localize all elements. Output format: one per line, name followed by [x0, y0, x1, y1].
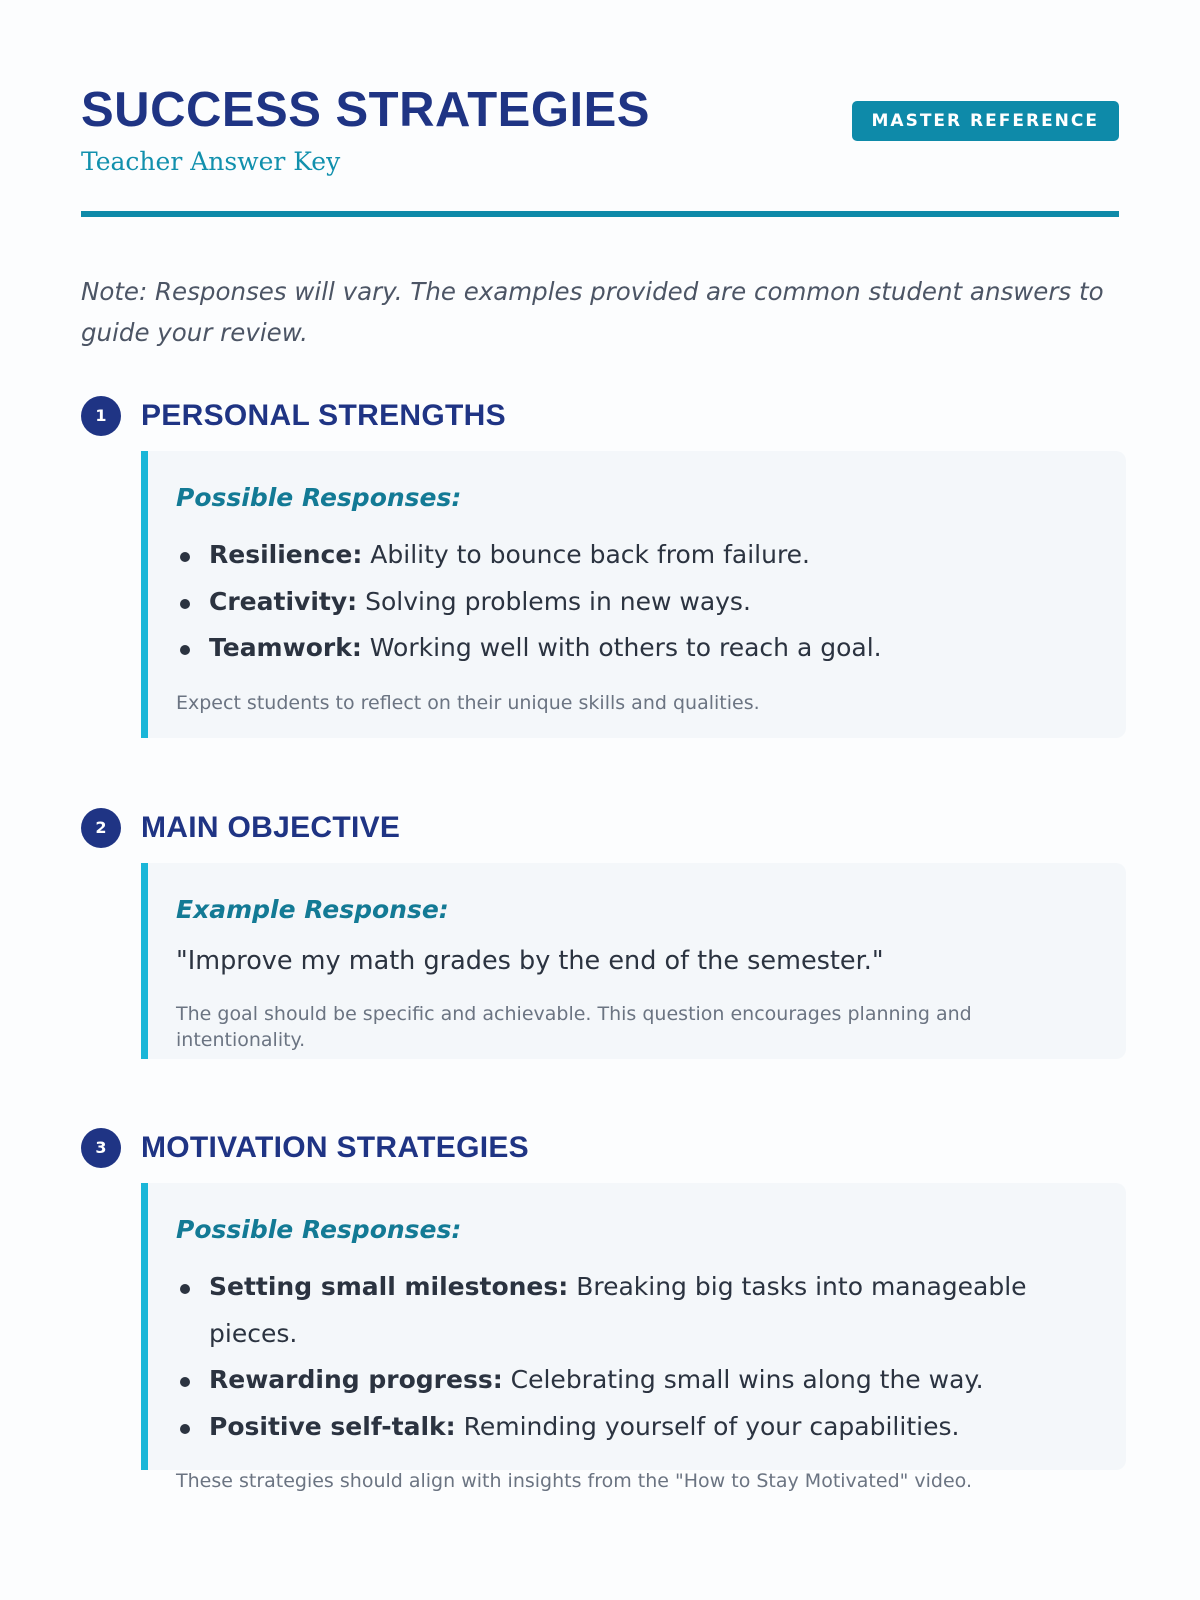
responses-label: Possible Responses: — [176, 483, 462, 512]
section-header — [81, 1126, 1126, 1170]
response-label: Example Response: — [176, 895, 449, 924]
teacher-hint: The goal should be specific and achievable. This question encourages planning and intentionality. — [176, 1003, 972, 1051]
responses-list — [176, 1264, 1098, 1450]
item-text: Breaking big tasks into manageable pieces. — [209, 1272, 1027, 1348]
section-title: MAIN OBJECTIVE — [141, 811, 401, 844]
list-item — [176, 625, 1098, 672]
item-term: Positive self-talk: — [209, 1411, 456, 1441]
response-card — [141, 451, 1126, 738]
item-text: Solving problems in new ways. — [357, 586, 751, 616]
item-text: Ability to bounce back from failure. — [362, 540, 810, 569]
example-response-quote: "Improve my math grades by the end of the semester." — [176, 946, 884, 976]
section-personal-strengths — [81, 394, 1126, 714]
responses-list — [176, 532, 1098, 672]
response-card — [141, 1183, 1126, 1492]
section-title: MOTIVATION STRATEGIES — [141, 1131, 529, 1164]
list-item — [176, 1264, 1098, 1357]
section-number-badge: 2 — [81, 808, 121, 848]
page-title: SUCCESS STRATEGIES — [81, 83, 650, 137]
teacher-hint: These strategies should align with insights from the "How to Stay Motivated" video. — [176, 1470, 973, 1492]
list-item — [176, 1404, 1098, 1451]
item-term: Creativity: — [209, 586, 358, 616]
item-term: Rewarding progress: — [209, 1365, 503, 1394]
item-term: Teamwork: — [209, 633, 362, 662]
section-header — [81, 806, 1126, 850]
teacher-hint: Expect students to reflect on their unique skills and qualities. — [176, 691, 760, 714]
section-header — [81, 394, 1126, 438]
section-number-badge: 3 — [81, 1128, 121, 1168]
section-number-badge: 1 — [81, 396, 121, 436]
responses-label: Possible Responses: — [176, 1215, 462, 1244]
master-reference-badge: MASTER REFERENCE — [852, 101, 1119, 141]
item-term: Resilience: — [209, 540, 363, 569]
page-subtitle: Teacher Answer Key — [81, 147, 341, 176]
section-title: PERSONAL STRENGTHS — [141, 399, 506, 432]
list-item — [176, 1357, 1098, 1404]
review-note: Note: Responses will vary. The examples provided are common student answers to guide your review. — [81, 277, 1104, 347]
item-text: Working well with others to reach a goal. — [361, 633, 882, 662]
list-item — [176, 579, 1098, 626]
response-card — [141, 863, 1126, 1059]
page-header — [81, 0, 1119, 217]
section-motivation-strategies — [81, 1126, 1126, 1492]
item-text: Reminding yourself of your capabilities. — [455, 1411, 960, 1441]
item-text: Celebrating small wins along the way. — [502, 1365, 984, 1394]
item-term: Setting small milestones: — [209, 1272, 569, 1301]
section-main-objective — [81, 806, 1126, 1051]
list-item — [176, 532, 1098, 579]
